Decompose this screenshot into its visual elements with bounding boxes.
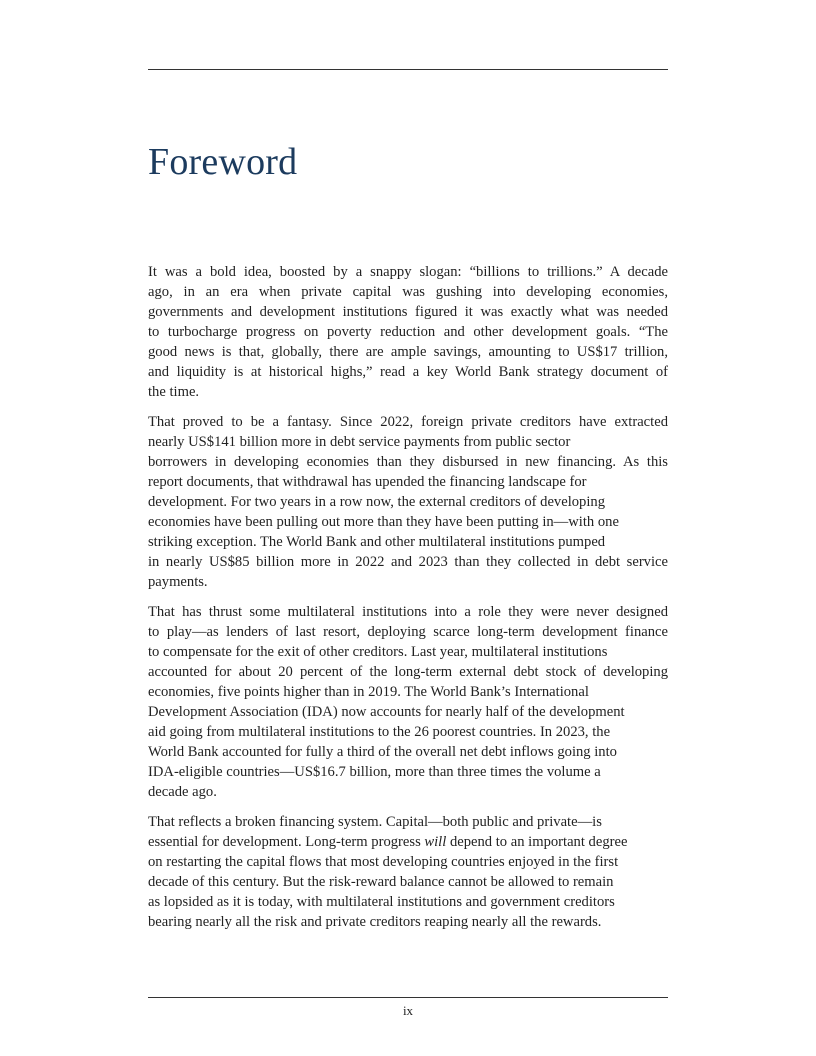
paragraph-line: economies, five points higher than in 2019. The World Bank’s International (148, 684, 589, 700)
paragraph-line: to turbocharge progress on poverty reduction and other development goals. “The (148, 324, 668, 340)
paragraph-line: nearly US$141 billion more in debt service payments from public sector (148, 434, 571, 450)
foreword-body (148, 262, 668, 932)
paragraph-line: borrowers in developing economies than they disbursed in new financing. As this (148, 454, 668, 470)
paragraph-line: It was a bold idea, boosted by a snappy slogan: “billions to trillions.” A decade (148, 264, 668, 280)
paragraph-line: bearing nearly all the risk and private creditors reaping nearly all the rewards. (148, 914, 602, 930)
paragraph-line: Development Association (IDA) now accounts for nearly half of the development (148, 704, 625, 720)
paragraph-line: striking exception. The World Bank and other multilateral institutions pumped (148, 534, 606, 550)
paragraph-line: good news is that, globally, there are ample savings, amounting to US$17 trillion, (148, 344, 668, 360)
paragraph-line: decade ago. (148, 784, 217, 800)
paragraph-line: That has thrust some multilateral institutions into a role they were never designed (148, 604, 668, 620)
paragraph-line: IDA-eligible countries—US$16.7 billion, more than three times the volume a (148, 764, 601, 780)
page-number: ix (402, 1003, 414, 1018)
paragraph-line: aid going from multilateral institutions to the 26 poorest countries. In 2023, the (148, 724, 611, 740)
paragraph-1 (148, 262, 668, 402)
paragraph-line: decade of this century. But the risk-reward balance cannot be allowed to remain (148, 874, 614, 890)
paragraph-line: accounted for about 20 percent of the long-term external debt stock of developing (148, 664, 668, 680)
paragraph-line: economies have been pulling out more than they have been putting in—with one (148, 514, 619, 530)
paragraph-line: in nearly US$85 billion more in 2022 and 2023 than they collected in debt service (148, 554, 668, 570)
paragraph-line: to play—as lenders of last resort, deploying scarce long-term development finance (148, 624, 668, 640)
paragraph-4 (148, 812, 668, 932)
paragraph-line: governments and development institutions figured it was exactly what was needed (148, 304, 668, 320)
paragraph-line: World Bank accounted for fully a third of the overall net debt inflows going into (148, 744, 617, 760)
line-text: essential for development. Long-term progress (148, 834, 425, 850)
paragraph-line: as lopsided as it is today, with multilateral institutions and government creditors (148, 894, 615, 910)
emphasis-text: will (424, 834, 447, 850)
paragraph-line: That reflects a broken financing system. Capital—both public and private—is (148, 814, 602, 830)
paragraph-line: ago, in an era when private capital was gushing into developing economies, (148, 284, 668, 300)
paragraph-3 (148, 602, 668, 802)
paragraph-line: to compensate for the exit of other creditors. Last year, multilateral institutions (148, 644, 608, 660)
paragraph-2 (148, 412, 668, 592)
footer-rule (148, 997, 668, 998)
paragraph-line: development. For two years in a row now, the external creditors of developing (148, 494, 606, 510)
paragraph-line: and liquidity is at historical highs,” read a key World Bank strategy document of (148, 364, 668, 380)
paragraph-line: the time. (148, 384, 200, 400)
page-title: Foreword (148, 141, 298, 183)
line-text: depend to an important degree (446, 834, 628, 850)
paragraph-line: on restarting the capital flows that most developing countries enjoyed in the first (148, 854, 619, 870)
paragraph-line: That proved to be a fantasy. Since 2022, foreign private creditors have extracted (148, 414, 668, 430)
header-rule (148, 69, 668, 70)
paragraph-line: report documents, that withdrawal has upended the financing landscape for (148, 474, 587, 490)
paragraph-line (148, 832, 668, 852)
paragraph-line: payments. (148, 574, 208, 590)
